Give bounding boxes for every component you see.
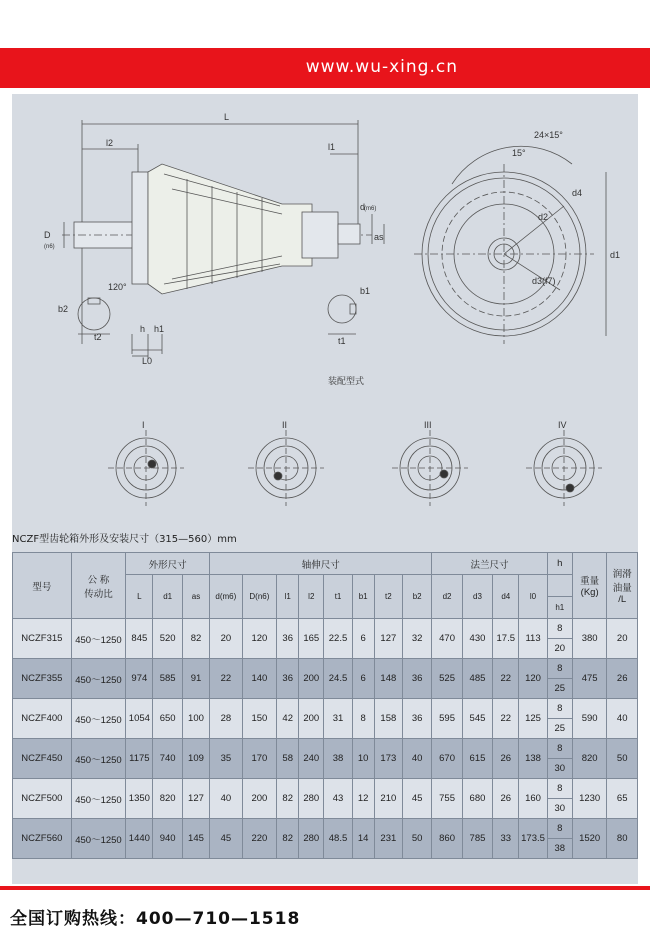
footer-rule <box>0 886 650 890</box>
cell-weight: 1520 <box>572 819 607 859</box>
cell-t2: 173 <box>374 739 402 779</box>
cell-weight: 1230 <box>572 779 607 819</box>
sub-l0: l0 <box>519 575 547 619</box>
order-hotline[interactable]: 全国订购热线：400—710—1518 <box>10 909 301 929</box>
header-outline: 外形尺寸 <box>126 553 210 575</box>
cell-d1: 650 <box>153 699 182 739</box>
label-L: L <box>224 112 230 122</box>
label-d-sub: (m6) <box>364 206 377 212</box>
label-L0: L0 <box>142 356 153 366</box>
cell-h: 8 <box>547 779 572 799</box>
cell-l1: 42 <box>277 699 299 739</box>
cell-fd4: 22 <box>493 659 519 699</box>
cell-b1: 12 <box>352 779 374 819</box>
cell-l2: 240 <box>299 739 324 779</box>
cell-D: 140 <box>242 659 277 699</box>
cell-t1: 24.5 <box>324 659 352 699</box>
cell-l1: 36 <box>277 659 299 699</box>
cell-h: 8 <box>547 819 572 839</box>
cell-fd2: 670 <box>432 739 462 779</box>
cell-d: 35 <box>210 739 243 779</box>
sub-D: D(n6) <box>242 575 277 619</box>
cell-h: 8 <box>547 699 572 719</box>
variant-2-label: II <box>282 420 288 430</box>
sub-t2: t2 <box>374 575 402 619</box>
cell-l2: 280 <box>299 779 324 819</box>
cell-L: 1350 <box>126 779 153 819</box>
header-weight: 重量 (Kg) <box>572 553 607 619</box>
sub-d3: d3 <box>462 575 492 619</box>
cell-fd3: 485 <box>462 659 492 699</box>
cell-oil: 26 <box>607 659 638 699</box>
cell-d1: 585 <box>153 659 182 699</box>
sub-b2: b2 <box>402 575 431 619</box>
cell-fd4: 17.5 <box>493 619 519 659</box>
cell-D: 150 <box>242 699 277 739</box>
cell-fd2: 860 <box>432 819 462 859</box>
cell-fd2: 525 <box>432 659 462 699</box>
table-body <box>13 619 638 859</box>
label-t2: t2 <box>94 332 102 342</box>
cell-D: 120 <box>242 619 277 659</box>
cell-as: 109 <box>182 739 209 779</box>
label-d: d <box>360 202 366 212</box>
cell-weight: 380 <box>572 619 607 659</box>
cell-d: 22 <box>210 659 243 699</box>
cell-L: 1440 <box>126 819 153 859</box>
cell-b2: 36 <box>402 659 431 699</box>
header-banner <box>0 48 650 88</box>
cell-fd4: 26 <box>493 779 519 819</box>
cell-model: NCZF500 <box>13 779 72 819</box>
cell-h1: 25 <box>547 719 572 739</box>
cell-weight: 820 <box>572 739 607 779</box>
label-d2: d2 <box>538 212 549 222</box>
cell-t2: 158 <box>374 699 402 739</box>
cell-b2: 40 <box>402 739 431 779</box>
label-b1: b1 <box>360 286 371 296</box>
cell-t1: 38 <box>324 739 352 779</box>
cell-model: NCZF400 <box>13 699 72 739</box>
label-l1: l1 <box>328 142 336 152</box>
sub-l2: l2 <box>299 575 324 619</box>
cell-t2: 127 <box>374 619 402 659</box>
site-url[interactable]: www.wu-xing.cn <box>305 57 458 77</box>
cell-L: 1054 <box>126 699 153 739</box>
cell-d: 28 <box>210 699 243 739</box>
table-row <box>13 699 638 719</box>
cell-h1: 25 <box>547 679 572 699</box>
sub-b1: b1 <box>352 575 374 619</box>
cell-model: NCZF560 <box>13 819 72 859</box>
cell-fd4: 33 <box>493 819 519 859</box>
side-view <box>62 120 384 359</box>
sub-d1: d1 <box>153 575 182 619</box>
cell-h1: 30 <box>547 799 572 819</box>
sub-d: d(m6) <box>210 575 243 619</box>
table-row <box>13 619 638 639</box>
cell-l0: 138 <box>519 739 547 779</box>
cell-oil: 65 <box>607 779 638 819</box>
label-b2: b2 <box>58 304 69 314</box>
cell-ratio: 450～1250 <box>71 819 126 859</box>
cell-l1: 82 <box>277 779 299 819</box>
cell-b1: 6 <box>352 619 374 659</box>
cell-h1: 30 <box>547 759 572 779</box>
cell-t2: 231 <box>374 819 402 859</box>
sub-h-empty <box>547 575 572 597</box>
cell-h: 8 <box>547 659 572 679</box>
cell-l2: 280 <box>299 819 324 859</box>
spec-table <box>12 552 638 859</box>
cell-l2: 200 <box>299 699 324 739</box>
cell-fd3: 785 <box>462 819 492 859</box>
label-bolts: 24×15° <box>534 130 563 140</box>
cell-D: 200 <box>242 779 277 819</box>
cell-h1: 38 <box>547 839 572 859</box>
table-row <box>13 739 638 759</box>
cell-model: NCZF315 <box>13 619 72 659</box>
cell-l0: 120 <box>519 659 547 699</box>
cell-l0: 160 <box>519 779 547 819</box>
cell-as: 100 <box>182 699 209 739</box>
variant-3-label: III <box>424 420 432 430</box>
cell-L: 845 <box>126 619 153 659</box>
header-shaft: 轴伸尺寸 <box>210 553 432 575</box>
cell-d1: 940 <box>153 819 182 859</box>
cell-b1: 10 <box>352 739 374 779</box>
label-D-sub: (n6) <box>44 244 55 250</box>
end-view <box>414 146 606 344</box>
header-h1: h1 <box>547 597 572 619</box>
cell-l0: 173.5 <box>519 819 547 859</box>
label-d4: d4 <box>572 188 583 198</box>
cell-fd3: 615 <box>462 739 492 779</box>
cell-as: 82 <box>182 619 209 659</box>
table-row <box>13 779 638 799</box>
cell-l2: 200 <box>299 659 324 699</box>
cell-b2: 32 <box>402 619 431 659</box>
variant-4-label: IV <box>558 420 567 430</box>
label-d3: d3(f7) <box>532 276 556 286</box>
sub-as: as <box>182 575 209 619</box>
cell-fd4: 26 <box>493 739 519 779</box>
label-as: as <box>374 232 384 242</box>
cell-h: 8 <box>547 619 572 639</box>
label-h1: h1 <box>154 324 165 334</box>
cell-fd3: 430 <box>462 619 492 659</box>
assembly-variants <box>108 430 602 506</box>
cell-oil: 20 <box>607 619 638 659</box>
cell-d1: 820 <box>153 779 182 819</box>
cell-fd2: 470 <box>432 619 462 659</box>
cell-t2: 210 <box>374 779 402 819</box>
cell-t1: 43 <box>324 779 352 819</box>
cell-l1: 58 <box>277 739 299 779</box>
cell-ratio: 450～1250 <box>71 659 126 699</box>
cell-l2: 165 <box>299 619 324 659</box>
cell-b2: 50 <box>402 819 431 859</box>
variant-1-label: I <box>142 420 145 430</box>
cell-b2: 36 <box>402 699 431 739</box>
cell-l1: 82 <box>277 819 299 859</box>
cell-oil: 40 <box>607 699 638 739</box>
cell-fd3: 545 <box>462 699 492 739</box>
cell-b1: 6 <box>352 659 374 699</box>
cell-d: 40 <box>210 779 243 819</box>
sub-l1: l1 <box>277 575 299 619</box>
header-h: h <box>547 553 572 575</box>
label-h: h <box>140 324 146 334</box>
cell-b1: 8 <box>352 699 374 739</box>
cell-h: 8 <box>547 739 572 759</box>
label-d1: d1 <box>610 250 621 260</box>
sub-t1: t1 <box>324 575 352 619</box>
cell-as: 127 <box>182 779 209 819</box>
cell-weight: 475 <box>572 659 607 699</box>
label-l2: l2 <box>106 138 114 148</box>
technical-drawing <box>12 94 638 534</box>
cell-d1: 740 <box>153 739 182 779</box>
sub-d2: d2 <box>432 575 462 619</box>
table-row <box>13 819 638 839</box>
cell-l0: 125 <box>519 699 547 739</box>
cell-fd3: 680 <box>462 779 492 819</box>
cell-oil: 50 <box>607 739 638 779</box>
sub-L: L <box>126 575 153 619</box>
cell-L: 974 <box>126 659 153 699</box>
cell-l0: 113 <box>519 619 547 659</box>
cell-fd4: 22 <box>493 699 519 739</box>
cell-t2: 148 <box>374 659 402 699</box>
cell-b2: 45 <box>402 779 431 819</box>
header-ratio: 公 称 传动比 <box>71 553 126 619</box>
cell-ratio: 450～1250 <box>71 619 126 659</box>
drawing-caption: 装配型式 <box>328 376 365 386</box>
cell-d: 45 <box>210 819 243 859</box>
cell-b1: 14 <box>352 819 374 859</box>
cell-t1: 22.5 <box>324 619 352 659</box>
cell-fd2: 595 <box>432 699 462 739</box>
cell-d: 20 <box>210 619 243 659</box>
cell-d1: 520 <box>153 619 182 659</box>
table-row <box>13 659 638 679</box>
cell-ratio: 450～1250 <box>71 699 126 739</box>
cell-ratio: 450～1250 <box>71 739 126 779</box>
label-120: 120° <box>108 282 127 292</box>
table-title: NCZF型齿轮箱外形及安装尺寸（315—560）mm <box>12 534 237 545</box>
cell-h1: 20 <box>547 639 572 659</box>
cell-model: NCZF450 <box>13 739 72 779</box>
cell-D: 220 <box>242 819 277 859</box>
header-model: 型号 <box>13 553 72 619</box>
cell-fd2: 755 <box>432 779 462 819</box>
cell-l1: 36 <box>277 619 299 659</box>
header-oil: 润滑 油量 /L <box>607 553 638 619</box>
cell-as: 145 <box>182 819 209 859</box>
cell-weight: 590 <box>572 699 607 739</box>
sub-d4: d4 <box>493 575 519 619</box>
label-15: 15° <box>512 148 526 158</box>
label-D: D <box>44 230 51 240</box>
cell-as: 91 <box>182 659 209 699</box>
cell-L: 1175 <box>126 739 153 779</box>
cell-D: 170 <box>242 739 277 779</box>
cell-oil: 80 <box>607 819 638 859</box>
label-t1: t1 <box>338 336 346 346</box>
cell-t1: 31 <box>324 699 352 739</box>
cell-model: NCZF355 <box>13 659 72 699</box>
header-flange: 法兰尺寸 <box>432 553 547 575</box>
cell-ratio: 450～1250 <box>71 779 126 819</box>
cell-t1: 48.5 <box>324 819 352 859</box>
